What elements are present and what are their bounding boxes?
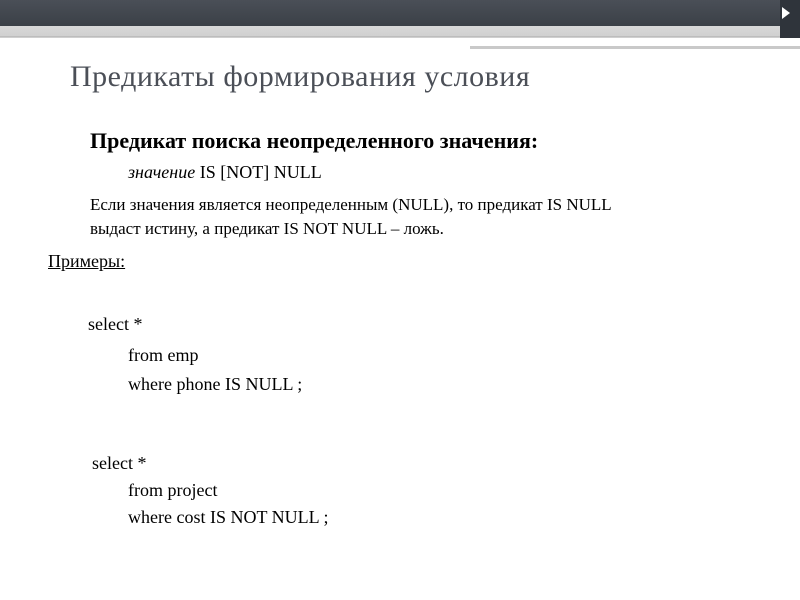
header-divider xyxy=(0,36,800,37)
example1-from: from emp xyxy=(128,345,199,365)
example1-select: select * xyxy=(88,314,143,334)
section-heading: Предикат поиска неопределенного значения: xyxy=(90,128,539,153)
header-bar xyxy=(0,0,800,26)
example2-where: where cost IS NOT NULL ; xyxy=(128,507,329,527)
examples-label: Примеры: xyxy=(48,251,126,271)
description-line-2: выдаст истину, а предикат IS NOT NULL – ложь. xyxy=(90,219,444,238)
syntax-rest: IS [NOT] NULL xyxy=(195,162,322,182)
description xyxy=(90,193,750,241)
example1-where: where phone IS NULL ; xyxy=(128,374,303,394)
example2-select: select * xyxy=(92,453,147,473)
example2-from: from project xyxy=(128,480,218,500)
slide-nav-button[interactable] xyxy=(780,0,800,38)
slide-title: Предикаты формирования условия xyxy=(70,60,531,93)
syntax-line xyxy=(128,162,322,183)
description-line-1: Если значения является неопределенным (NULL), то предикат IS NULL xyxy=(90,195,612,214)
triangle-right-icon xyxy=(782,7,790,19)
decorative-rule xyxy=(470,46,800,49)
syntax-value: значение xyxy=(128,162,196,182)
